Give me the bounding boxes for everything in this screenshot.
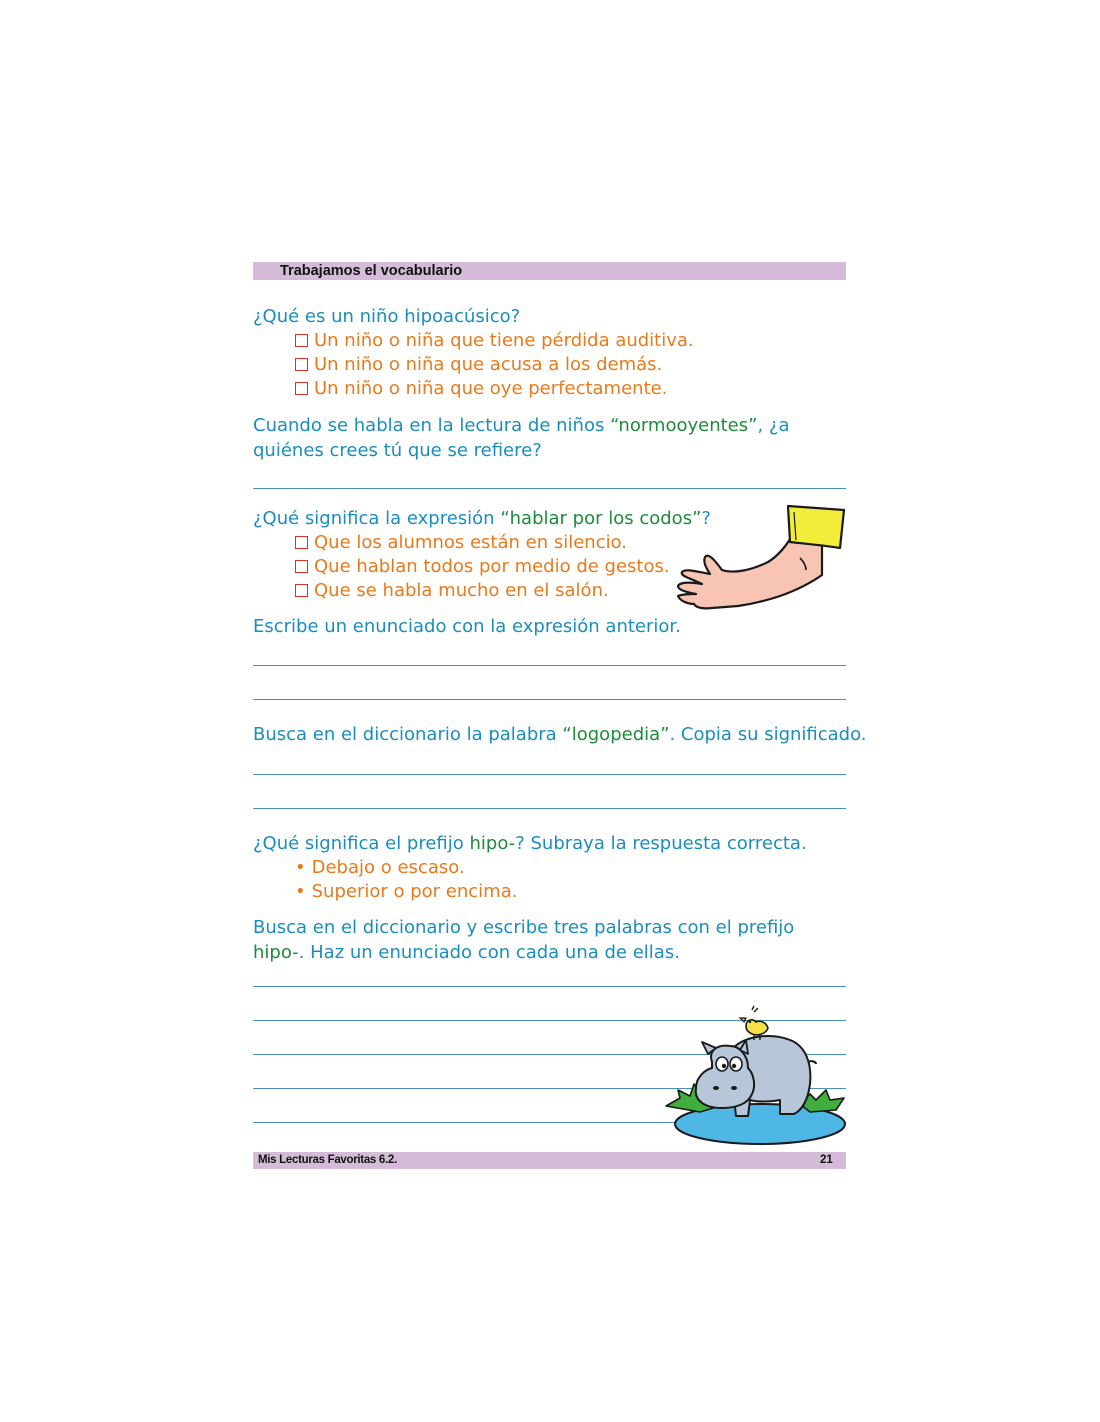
term-hipo: hipo-: [469, 833, 516, 854]
option-1-2[interactable]: Un niño o niña que acusa a los demás.: [295, 353, 662, 377]
option-1-3[interactable]: Un niño o niña que oye perfectamente.: [295, 377, 667, 401]
question-prefijo-hipo: ¿Qué significa el prefijo hipo-? Subraya la respuesta correcta.: [253, 833, 807, 854]
answer-line[interactable]: [253, 699, 846, 700]
question-normooyentes: Cuando se habla en la lectura de niños “normooyentes”, ¿a quiénes crees tú que se refiere?: [253, 415, 790, 461]
option-3-3[interactable]: Que se habla mucho en el salón.: [295, 579, 609, 603]
bullet-option-1[interactable]: • Debajo o escaso.: [295, 857, 465, 878]
checkbox[interactable]: [295, 584, 308, 597]
checkbox[interactable]: [295, 536, 308, 549]
term-hablar-por-los-codos: “hablar por los codos”: [500, 508, 702, 529]
option-3-1[interactable]: Que los alumnos están en silencio.: [295, 531, 627, 555]
bullet-icon: •: [295, 857, 306, 878]
section-title: Trabajamos el vocabulario: [280, 263, 463, 279]
answer-line[interactable]: [253, 665, 846, 666]
checkbox[interactable]: [295, 382, 308, 395]
answer-line[interactable]: [253, 488, 846, 489]
footer-book-title: Mis Lecturas Favoritas 6.2.: [258, 1154, 397, 1166]
bullet-icon: •: [295, 881, 306, 902]
option-1-1[interactable]: Un niño o niña que tiene pérdida auditiva.: [295, 329, 694, 353]
checkbox[interactable]: [295, 358, 308, 371]
answer-line[interactable]: [253, 774, 846, 775]
checkbox[interactable]: [295, 560, 308, 573]
hippo-illustration: [660, 1002, 850, 1147]
instruction-prefijo-hipo: Busca en el diccionario y escribe tres palabras con el prefijo hipo-. Haz un enunciado con cada una de ellas.: [253, 917, 795, 963]
term-hipo: hipo-: [253, 942, 299, 963]
arm-illustration: [672, 500, 847, 615]
question-logopedia: Busca en el diccionario la palabra “logopedia”. Copia su significado.: [253, 724, 867, 745]
instruction-write-sentence: Escribe un enunciado con la expresión anterior.: [253, 616, 681, 637]
answer-line[interactable]: [253, 808, 846, 809]
term-normooyentes: “normooyentes”: [610, 415, 758, 436]
bullet-option-2[interactable]: • Superior o por encima.: [295, 881, 518, 902]
checkbox[interactable]: [295, 334, 308, 347]
question-hipoacusico: ¿Qué es un niño hipoacúsico?: [253, 306, 521, 327]
question-hablar-por-los-codos: ¿Qué significa la expresión “hablar por los codos”?: [253, 508, 711, 529]
answer-line[interactable]: [253, 986, 846, 987]
option-3-2[interactable]: Que hablan todos por medio de gestos.: [295, 555, 670, 579]
page-number: 21: [820, 1154, 833, 1166]
term-logopedia: “logopedia”: [562, 724, 670, 745]
